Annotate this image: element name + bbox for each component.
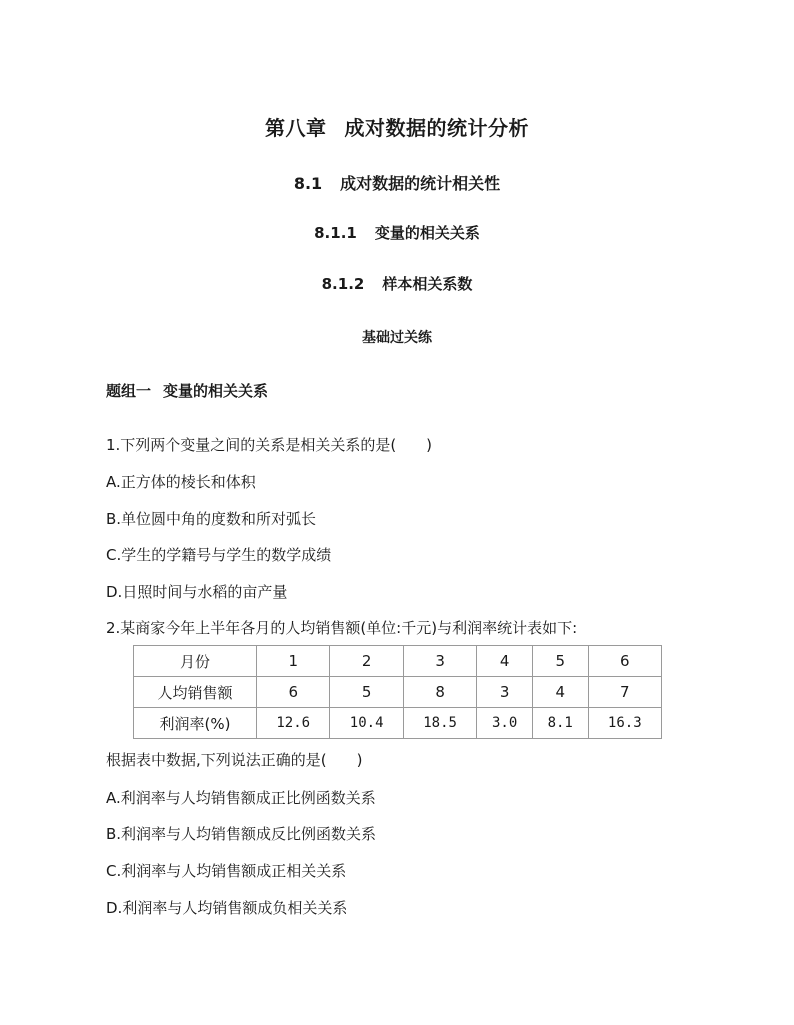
- subsection-number-1: 8.1.1: [314, 224, 357, 242]
- question-1-option-a: A.正方体的棱长和体积: [106, 473, 256, 491]
- table-cell: 4: [477, 646, 533, 677]
- subsection-number-2: 8.1.2: [321, 275, 365, 293]
- question-2-option-d: D.利润率与人均销售额成负相关关系: [106, 899, 348, 917]
- chapter-title: 成对数据的统计分析: [344, 116, 529, 140]
- chapter-heading: [0, 112, 794, 141]
- table-cell: 4: [532, 677, 588, 708]
- practice-heading: 基础过关练: [362, 330, 432, 346]
- table-cell: 7: [588, 677, 661, 708]
- question-1-option-c: C.学生的学籍号与学生的数学成绩: [106, 546, 332, 564]
- table-row: [134, 646, 662, 677]
- question-1-stem: 1.下列两个变量之间的关系是相关关系的是( ): [106, 436, 433, 454]
- sales-profit-table: [133, 645, 662, 739]
- row-header-sales: 人均销售额: [134, 677, 257, 708]
- table-row: [134, 708, 662, 739]
- row-header-profit-rate: 利润率(%): [134, 708, 257, 739]
- table-cell: 1: [257, 646, 330, 677]
- table-cell: 3: [403, 646, 476, 677]
- group-label: 题组一: [106, 382, 152, 400]
- table-cell: 6: [588, 646, 661, 677]
- table-cell: 5: [532, 646, 588, 677]
- question-1-option-b: B.单位圆中角的度数和所对弧长: [106, 510, 317, 528]
- group-title: 变量的相关关系: [163, 382, 269, 400]
- question-2-option-b: B.利润率与人均销售额成反比例函数关系: [106, 825, 377, 843]
- group-heading: [106, 380, 268, 401]
- subsection-heading-2: [0, 273, 794, 294]
- section-heading: [0, 171, 794, 194]
- question-2-option-a: A.利润率与人均销售额成正比例函数关系: [106, 789, 376, 807]
- question-2-follow-up: 根据表中数据,下列说法正确的是( ): [106, 751, 363, 769]
- table-cell: 3.0: [477, 708, 533, 739]
- row-header-month: 月份: [134, 646, 257, 677]
- table-cell: 18.5: [403, 708, 476, 739]
- subsection-heading-1: [0, 222, 794, 243]
- table-cell: 16.3: [588, 708, 661, 739]
- table-cell: 5: [330, 677, 403, 708]
- chapter-number: 第八章: [265, 116, 327, 140]
- table-cell: 10.4: [330, 708, 403, 739]
- table-cell: 12.6: [257, 708, 330, 739]
- table-cell: 2: [330, 646, 403, 677]
- section-title: 成对数据的统计相关性: [340, 174, 501, 193]
- table-cell: 3: [477, 677, 533, 708]
- table-row: [134, 677, 662, 708]
- table-cell: 6: [257, 677, 330, 708]
- subsection-title-1: 变量的相关关系: [374, 224, 480, 242]
- question-2-option-c: C.利润率与人均销售额成正相关关系: [106, 862, 347, 880]
- table-cell: 8: [403, 677, 476, 708]
- question-2-stem: 2.某商家今年上半年各月的人均销售额(单位:千元)与利润率统计表如下:: [106, 619, 578, 637]
- section-number: 8.1: [293, 174, 323, 193]
- table-cell: 8.1: [532, 708, 588, 739]
- subsection-title-2: 样本相关系数: [382, 275, 473, 293]
- question-1-option-d: D.日照时间与水稻的亩产量: [106, 583, 288, 601]
